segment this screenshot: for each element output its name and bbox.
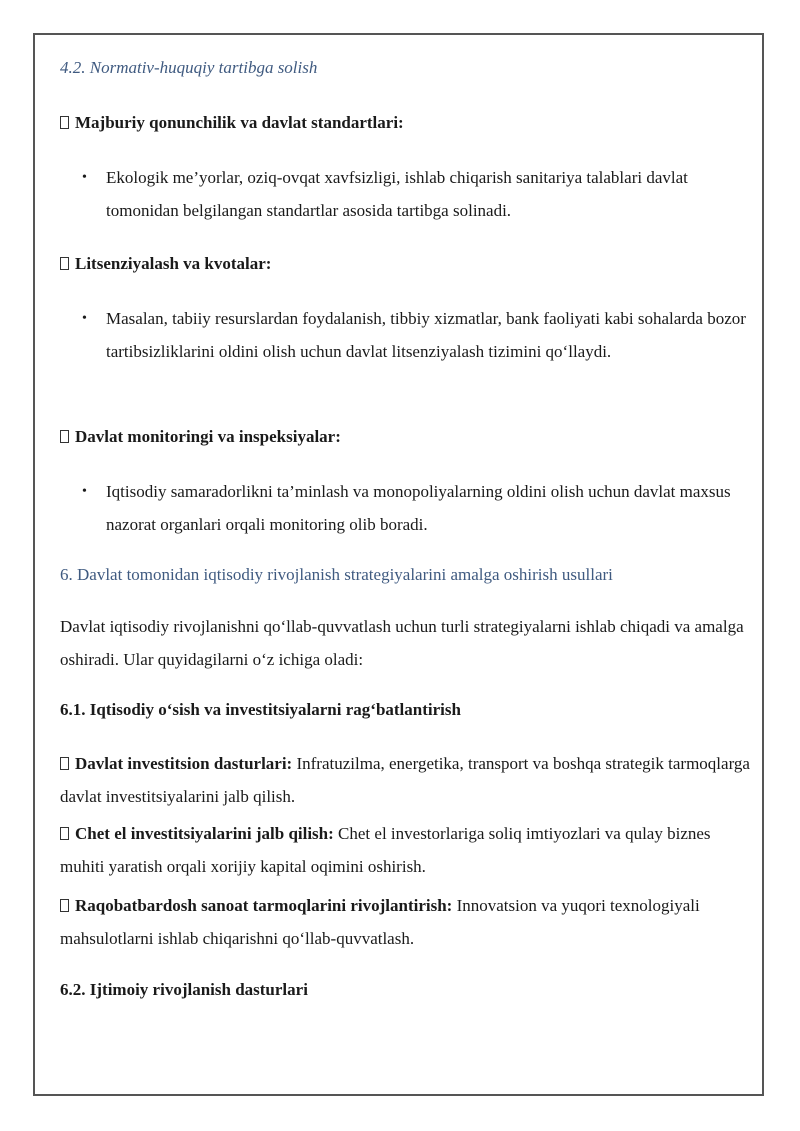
missing-glyph-box-icon [60,257,69,270]
item-title-monitoring [60,427,341,447]
missing-glyph-box-icon [60,116,69,129]
bullet-dot-icon: • [82,170,87,185]
section-6-intro: Davlat iqtisodiy rivojlanishni qo‘llab-quvvatlash uchun turli strategiyalarni ishlab chiqadi va amalga oshiradi. Ular quyidagilarni o‘z ichiga oladi: [60,617,744,669]
item-title-text: Litsenziyalash va kvotalar: [75,254,272,273]
list-item-text: Ekologik me’yorlar, oziq-ovqat xavfsizligi, ishlab chiqarish sanitariya talablari davlat tomonidan belgilangan standartlar asosida tartibga solinadi. [106,168,688,220]
item-title-standards [60,113,404,133]
paragraph-title: Raqobatbardosh sanoat tarmoqlarini rivojlantirish: [75,896,453,915]
list-item [60,475,750,541]
item-title-text: Majburiy qonunchilik va davlat standartlari: [75,113,404,132]
missing-glyph-box-icon [60,430,69,443]
paragraph-competitive-industry [60,889,750,955]
paragraph-title: Davlat investitsion dasturlari: [75,754,293,773]
item-title-text: Davlat monitoringi va inspeksiyalar: [75,427,341,446]
missing-glyph-box-icon [60,827,69,840]
paragraph-foreign-investment [60,817,750,883]
list-item-text: Iqtisodiy samaradorlikni ta’minlash va monopoliyalarning oldini olish uchun davlat maxsus nazorat organlari orqali monitoring olib boradi. [106,482,731,534]
section-6-heading: 6. Davlat tomonidan iqtisodiy rivojlanish strategiyalarini amalga oshirish usullari [60,565,613,584]
paragraph-text: Infratuzilma, energetika, transport va boshqa strategik tarmoqlarga davlat investitsiyalarini jalb qilish. [60,754,750,806]
section-4-2-heading: 4.2. Normativ-huquqiy tartibga solish [60,58,318,77]
paragraph-text: Chet el investorlariga soliq imtiyozlari va qulay biznes muhiti yaratish orqali xorijiy kapital oqimini oshirish. [60,824,711,876]
bullet-dot-icon: • [82,484,87,499]
paragraph-investment-programs [60,747,750,813]
paragraph-title: Chet el investitsiyalarini jalb qilish: [75,824,334,843]
list-item [60,302,750,368]
item-title-licensing [60,254,271,274]
bullet-dot-icon: • [82,311,87,326]
missing-glyph-box-icon [60,899,69,912]
section-6-2-heading: 6.2. Ijtimoiy rivojlanish dasturlari [60,980,308,999]
list-item [60,161,750,227]
missing-glyph-box-icon [60,757,69,770]
section-6-1-heading: 6.1. Iqtisodiy o‘sish va investitsiyalarni rag‘batlantirish [60,700,461,719]
paragraph-text: Innovatsion va yuqori texnologiyali mahsulotlarni ishlab chiqarishni qo‘llab-quvvatlash. [60,896,700,948]
list-item-text: Masalan, tabiiy resurslardan foydalanish, tibbiy xizmatlar, bank faoliyati kabi sohalarda bozor tartibsizliklarini oldini olish uchun davlat litsenziyalash tizimini qo‘llaydi. [106,309,746,361]
